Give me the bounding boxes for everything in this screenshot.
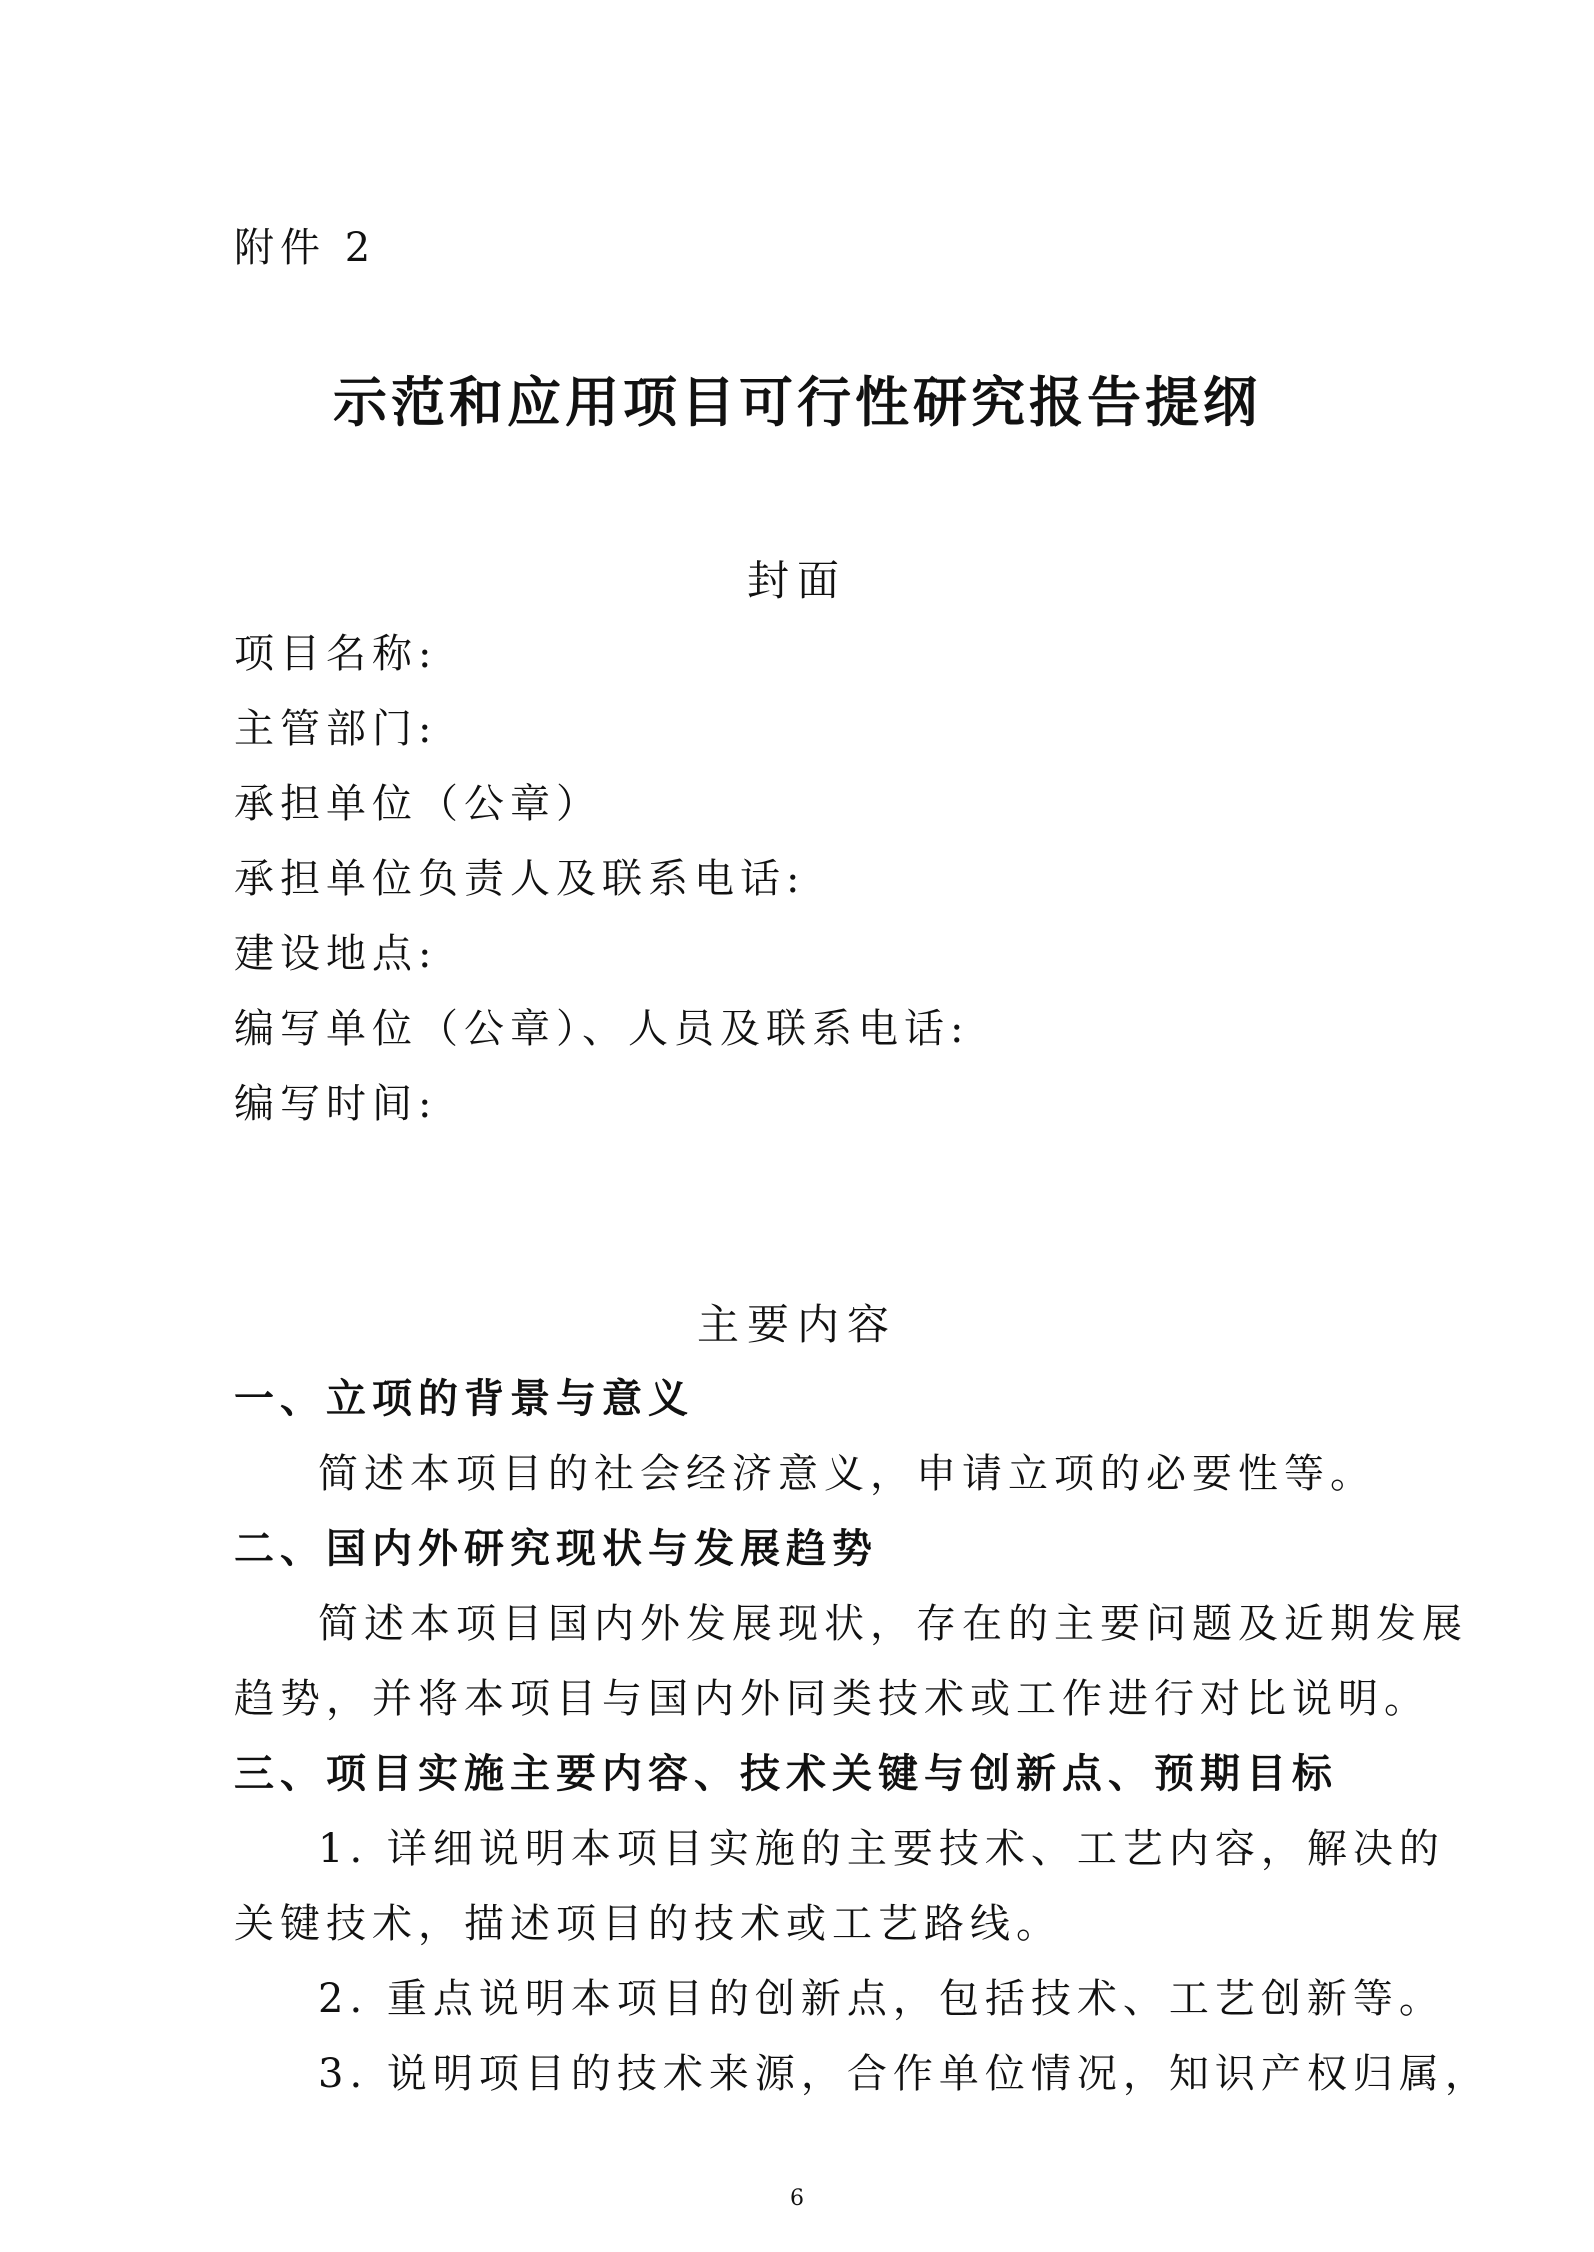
section-title-3: 三、项目实施主要内容、技术关键与创新点、预期目标 (234, 1750, 1338, 1797)
cover-field-date: 编写时间: (234, 1081, 438, 1127)
section-1-line-1: 简述本项目的社会经济意义，申请立项的必要性等。 (318, 1451, 1376, 1497)
section-title-2: 二、国内外研究现状与发展趋势 (234, 1525, 878, 1572)
main-content-heading: 主要内容 (696, 1300, 897, 1349)
attachment-label: 附件 2 (234, 225, 377, 271)
cover-field-undertaking-unit: 承担单位（公章） (234, 781, 602, 827)
section-3-line-4: 3. 说明项目的技术来源，合作单位情况，知识产权归属， (318, 2051, 1491, 2097)
section-3-line-3: 2. 重点说明本项目的创新点，包括技术、工艺创新等。 (318, 1976, 1445, 2022)
page-number: 6 (790, 2186, 804, 2211)
section-3-line-1: 1. 详细说明本项目实施的主要技术、工艺内容，解决的 (318, 1826, 1445, 1872)
cover-field-author-unit: 编写单位（公章）、人员及联系电话: (234, 1006, 970, 1052)
section-2-line-1: 简述本项目国内外发展现状，存在的主要问题及近期发展 (318, 1601, 1468, 1647)
document-title: 示范和应用项目可行性研究报告提纲 (333, 371, 1261, 434)
cover-field-unit-leader: 承担单位负责人及联系电话: (234, 856, 806, 902)
section-2-line-2: 趋势，并将本项目与国内外同类技术或工作进行对比说明。 (234, 1676, 1430, 1722)
cover-field-department: 主管部门: (234, 706, 438, 752)
cover-field-project-name: 项目名称: (234, 631, 438, 677)
cover-field-location: 建设地点: (234, 931, 438, 977)
section-title-1: 一、立项的背景与意义 (234, 1375, 694, 1422)
cover-heading: 封面 (746, 556, 847, 605)
section-3-line-2: 关键技术，描述项目的技术或工艺路线。 (234, 1901, 1062, 1947)
